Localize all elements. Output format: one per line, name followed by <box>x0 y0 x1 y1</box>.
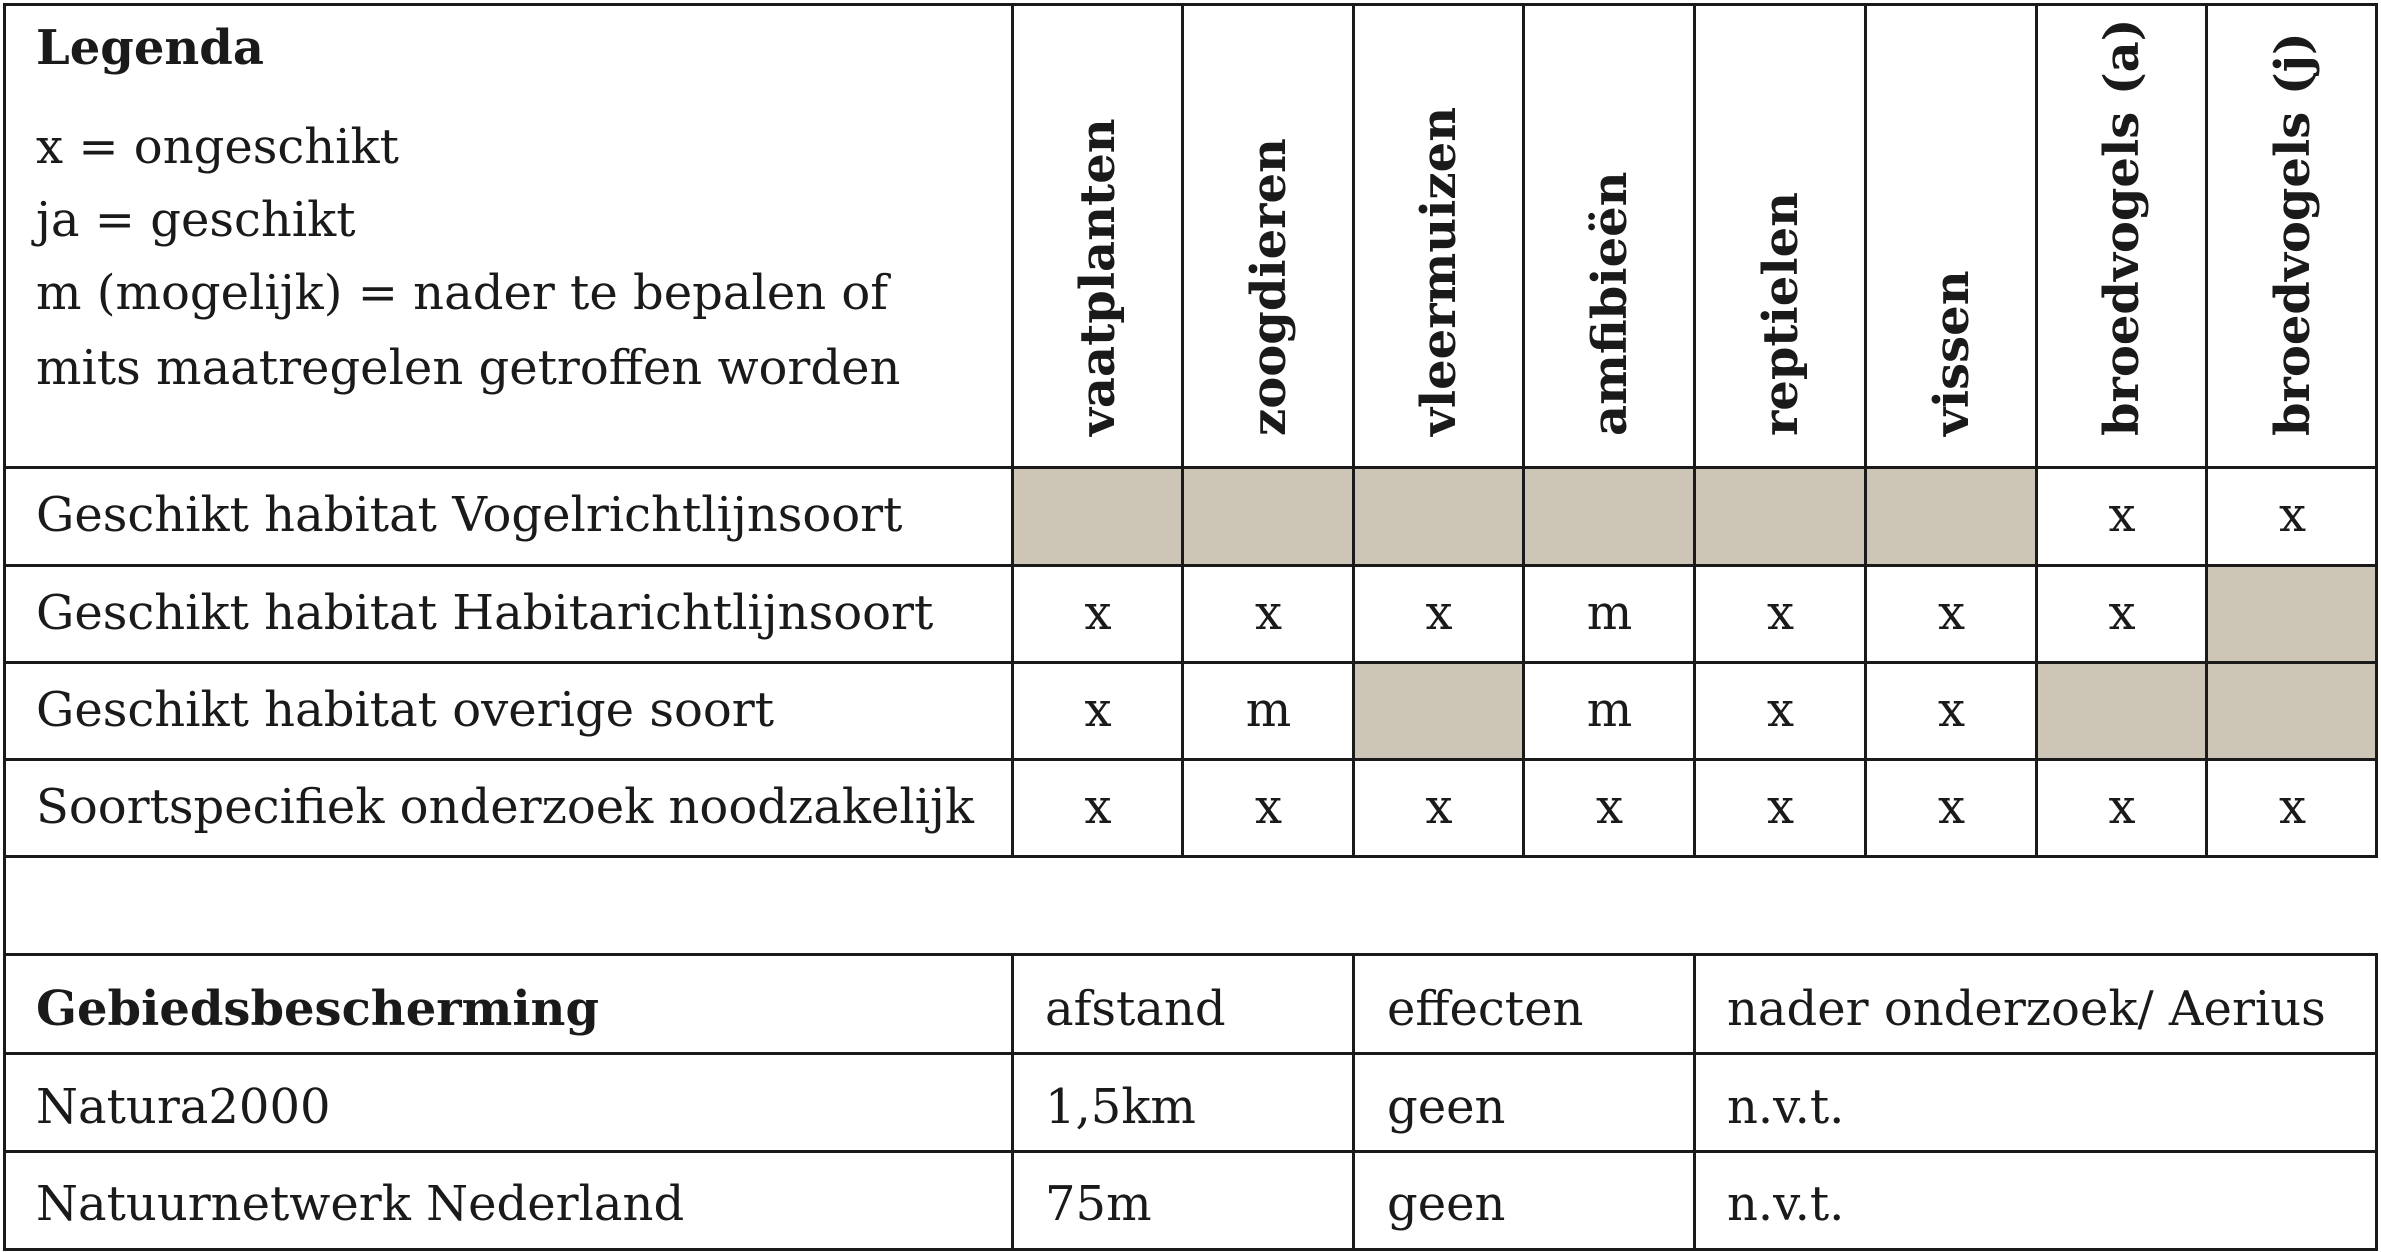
area-effects: geen <box>1387 1176 1506 1232</box>
species-cell-value: x <box>1254 584 1283 641</box>
species-cell-value: x <box>1766 584 1795 641</box>
legend-line: m (mogelijk) = nader te bepalen of <box>36 265 889 321</box>
shaded-cell <box>1695 468 1866 566</box>
grid-line <box>3 564 2378 567</box>
area-effects: geen <box>1387 1079 1506 1135</box>
area-name: Natuurnetwerk Nederland <box>36 1176 685 1232</box>
area-further-research: n.v.t. <box>1727 1176 1845 1232</box>
species-cell-value: x <box>1425 584 1453 641</box>
species-cell-value: x <box>1937 681 1966 738</box>
species-cell-value: x <box>2278 487 2307 543</box>
shaded-cell <box>1354 663 1524 760</box>
shaded-cell <box>1013 468 1183 566</box>
area-further-research: n.v.t. <box>1727 1079 1845 1135</box>
grid-line <box>2375 953 2378 1251</box>
shaded-cell <box>2207 566 2378 663</box>
species-column-header: vissen <box>1923 270 1980 436</box>
area-protection-header: Gebiedsbescherming <box>36 981 600 1037</box>
grid-line <box>1011 953 1014 1251</box>
species-column-header: broedvogels (a) <box>2094 18 2150 436</box>
species-cell-value: x <box>1084 681 1112 738</box>
legend-title: Legenda <box>36 20 264 76</box>
legend-line: ja = geschikt <box>36 192 356 248</box>
grid-line <box>3 758 2378 761</box>
species-cell-value: x <box>1937 584 1966 641</box>
species-column-header: amfibieën <box>1581 171 1638 436</box>
grid-line <box>3 3 6 1251</box>
grid-line <box>1864 3 1867 857</box>
grid-line <box>3 661 2378 664</box>
species-column-header: vaatplanten <box>1070 118 1126 436</box>
grid-line <box>1693 3 1696 857</box>
grid-line <box>1011 3 1014 857</box>
shaded-cell <box>1524 468 1695 566</box>
species-column-header: broedvogels (j) <box>2264 32 2321 436</box>
species-column-header: reptielen <box>1752 191 1809 436</box>
grid-line <box>3 1150 2378 1153</box>
shaded-cell <box>1354 468 1524 566</box>
species-cell-value: x <box>1766 778 1795 835</box>
species-cell-value: x <box>2108 487 2136 543</box>
grid-line <box>3 3 2378 6</box>
species-cell-value: x <box>1766 681 1795 738</box>
species-cell-value: x <box>1084 584 1112 641</box>
further-research-header: nader onderzoek/ Aerius <box>1727 981 2326 1037</box>
species-row-label: Geschikt habitat Vogelrichtlijnsoort <box>36 487 903 543</box>
species-cell-value: x <box>1937 778 1966 835</box>
species-row-label: Geschikt habitat overige soort <box>36 681 774 738</box>
grid-line <box>1352 3 1355 857</box>
species-cell-value: m <box>1245 681 1292 738</box>
shaded-cell <box>1866 468 2037 566</box>
species-cell-value: x <box>1595 778 1624 835</box>
shaded-cell <box>2037 663 2207 760</box>
species-cell-value: x <box>1084 778 1112 835</box>
area-name: Natura2000 <box>36 1079 331 1135</box>
legend-line: mits maatregelen getroffen worden <box>36 340 901 396</box>
shaded-cell <box>2207 663 2378 760</box>
species-cell-value: m <box>1586 681 1633 738</box>
species-cell-value: x <box>2278 778 2307 835</box>
area-distance: 1,5km <box>1045 1079 1196 1135</box>
species-row-label: Geschikt habitat Habitarichtlijnsoort <box>36 584 934 641</box>
species-cell-value: x <box>1254 778 1283 835</box>
grid-line <box>3 466 2378 469</box>
species-row-label: Soortspecifiek onderzoek noodzakelijk <box>36 778 975 835</box>
grid-line <box>2205 3 2208 857</box>
grid-line <box>2035 3 2038 857</box>
grid-line <box>3 1248 2378 1251</box>
grid-line <box>1352 953 1355 1251</box>
species-cell-value: x <box>2108 778 2136 835</box>
species-column-header: zoogdieren <box>1240 138 1297 436</box>
species-cell-value: m <box>1586 584 1633 641</box>
species-cell-value: x <box>1425 778 1453 835</box>
effects-header: effecten <box>1387 981 1584 1037</box>
grid-line <box>1181 3 1184 857</box>
grid-line <box>3 953 2378 956</box>
legend-line: x = ongeschikt <box>36 119 399 175</box>
grid-line <box>3 855 2378 858</box>
distance-header: afstand <box>1045 981 1226 1037</box>
grid-line <box>1522 3 1525 857</box>
shaded-cell <box>1183 468 1354 566</box>
area-distance: 75m <box>1045 1176 1152 1232</box>
grid-line <box>1693 953 1696 1251</box>
grid-line <box>3 1052 2378 1055</box>
grid-line <box>2375 3 2378 855</box>
species-column-header: vleermuizen <box>1411 106 1467 436</box>
species-cell-value: x <box>2108 584 2136 641</box>
